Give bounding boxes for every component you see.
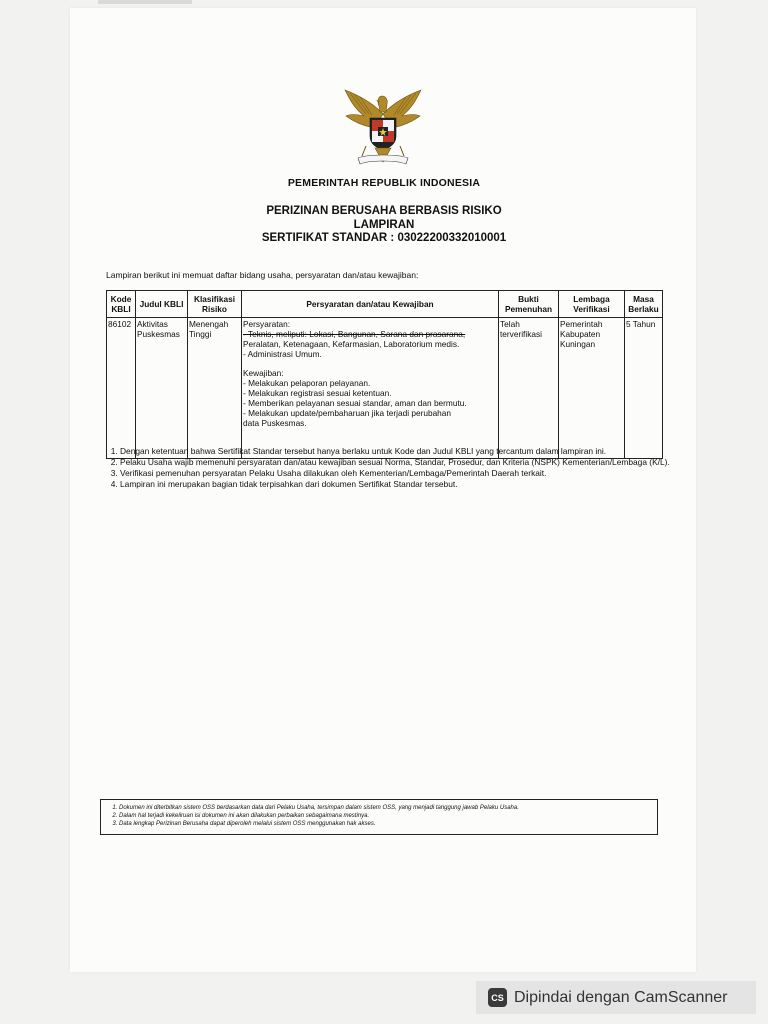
persyaratan-item: - Teknis, meliputi: Lokasi, Bangunan, Sarana dan prasarana,	[243, 329, 466, 339]
header-lembaga: Lembaga Verifikasi	[559, 291, 625, 318]
header-klasifikasi: Klasifikasi Risiko	[188, 291, 242, 318]
cell-persyaratan	[242, 318, 499, 459]
cell-klasifikasi: Menengah Tinggi	[188, 318, 242, 459]
kbli-table	[106, 290, 663, 459]
certificate-number: SERTIFIKAT STANDAR : 03022200332010001	[261, 232, 507, 244]
note-item: 3. Verifikasi pemenuhan persyaratan Pelaku Usaha dilakukan oleh Kementerian/Lembaga/Pemerintah Daerah terkait.	[120, 468, 678, 478]
table-header-row	[107, 291, 663, 318]
document-subtitle: LAMPIRAN	[353, 219, 415, 231]
government-name: PEMERINTAH REPUBLIK INDONESIA	[287, 177, 481, 189]
kewajiban-item: - Memberikan pelayanan sesuai standar, aman dan bermutu.	[243, 398, 467, 408]
intro-text: Lampiran berikut ini memuat daftar bidang usaha, persyaratan dan/atau kewajiban:	[106, 270, 419, 280]
kewajiban-item: - Melakukan update/pembaharuan jika terjadi perubahan	[243, 408, 452, 418]
cell-bukti: Telah terverifikasi	[499, 318, 559, 459]
cell-kode: 86102	[107, 318, 136, 459]
document-title: PERIZINAN BERUSAHA BERBASIS RISIKO	[266, 205, 502, 217]
notes-list	[104, 446, 678, 489]
header-persyaratan: Persyaratan dan/atau Kewajiban	[242, 291, 499, 318]
scan-edge-artifact	[98, 0, 192, 4]
kewajiban-label: Kewajiban:	[243, 368, 284, 378]
persyaratan-item: Peralatan, Ketenagaan, Kefarmasian, Laboratorium medis.	[243, 339, 460, 349]
persyaratan-item: - Administrasi Umum.	[243, 349, 322, 359]
note-item: 1. Dengan ketentuan bahwa Sertifikat Standar tersebut hanya berlaku untuk Kode dan Judul KBLI yang tercantum dalam lampiran ini.	[120, 446, 678, 456]
header-masa: Masa Berlaku	[625, 291, 663, 318]
footer-note-item: 1. Dokumen ini diterbitkan sistem OSS berdasarkan data dari Pelaku Usaha, tersimpan dalam sistem OSS, yang menjadi tanggung jawab Pelaku Usaha.	[119, 804, 657, 812]
footer-disclaimer-box	[100, 799, 658, 835]
footer-note-item: 2. Dalam hal terjadi kekeliruan isi dokumen ini akan dilakukan perbaikan sebagaimana mestinya.	[119, 812, 657, 820]
table-row	[107, 318, 663, 459]
note-item: 2. Pelaku Usaha wajib memenuhi persyaratan dan/atau kewajiban sesuai Norma, Standar, Prosedur, dan Kriteria (NSPK) Kementerian/Lembaga (K/L).	[120, 457, 678, 467]
footer-note-item: 3. Data lengkap Perizinan Berusaha dapat diperoleh melalui sistem OSS menggunakan hak akses.	[119, 820, 657, 828]
header-kode: Kode KBLI	[107, 291, 136, 318]
camscanner-badge	[476, 981, 756, 1014]
persyaratan-label: Persyaratan:	[243, 319, 291, 329]
kewajiban-item: data Puskesmas.	[243, 418, 307, 428]
cell-masa: 5 Tahun	[625, 318, 663, 459]
kewajiban-item: - Melakukan registrasi sesuai ketentuan.	[243, 388, 392, 398]
camscanner-logo-icon: CS	[488, 988, 507, 1007]
header-judul: Judul KBLI	[136, 291, 188, 318]
kewajiban-item: - Melakukan pelaporan pelayanan.	[243, 378, 371, 388]
cell-judul: Aktivitas Puskesmas	[136, 318, 188, 459]
camscanner-text: Dipindai dengan CamScanner	[514, 988, 728, 1006]
note-item: 4. Lampiran ini merupakan bagian tidak terpisahkan dari dokumen Sertifikat Standar tersebut.	[120, 479, 678, 489]
cell-lembaga: Pemerintah Kabupaten Kuningan	[559, 318, 625, 459]
garuda-emblem-icon	[342, 84, 424, 168]
footer-notes-list	[101, 800, 657, 828]
header-bukti: Bukti Pemenuhan	[499, 291, 559, 318]
